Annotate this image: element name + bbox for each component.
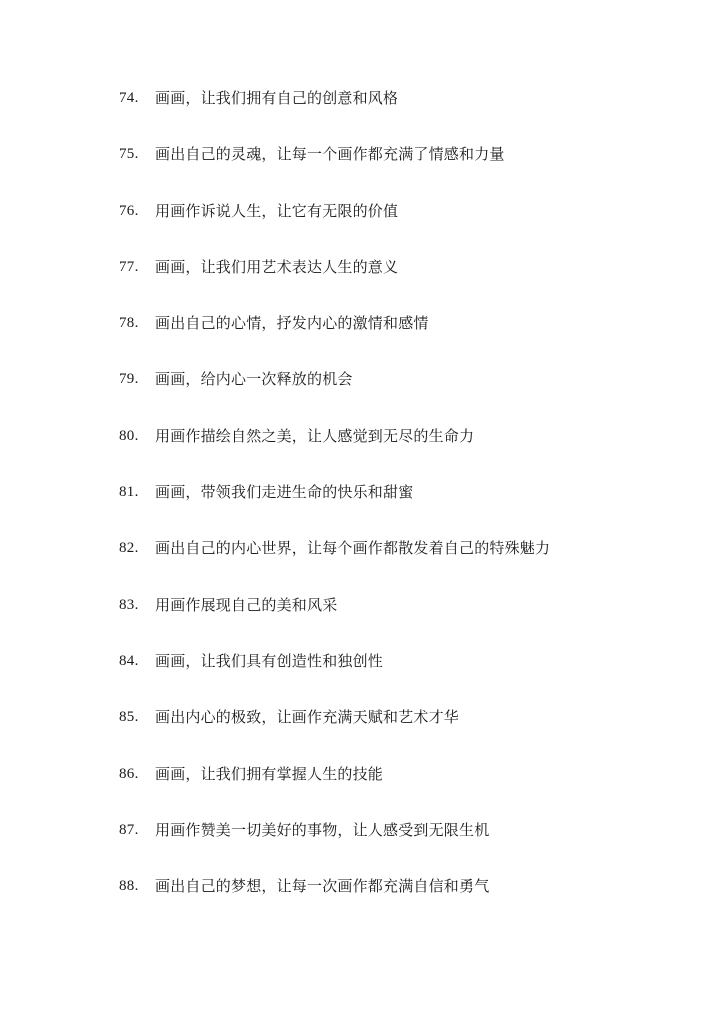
- list-item: [119, 819, 550, 875]
- item-number: 80.: [119, 427, 139, 444]
- item-text: 画画，让我们拥有掌握人生的技能: [155, 764, 384, 783]
- numbered-list: [119, 87, 550, 931]
- item-text: 画出自己的梦想，让每一次画作都充满自信和勇气: [155, 877, 490, 896]
- list-item: [119, 594, 550, 650]
- item-number: 76.: [119, 202, 139, 219]
- item-number: 87.: [119, 821, 139, 838]
- item-number: 83.: [119, 596, 139, 613]
- item-text: 用画作展现自己的美和风采: [155, 595, 338, 614]
- list-item: [119, 650, 550, 706]
- item-number: 78.: [119, 315, 139, 332]
- item-text: 用画作赞美一切美好的事物，让人感受到无限生机: [155, 820, 490, 839]
- list-item: [119, 368, 550, 424]
- item-number: 86.: [119, 765, 139, 782]
- item-text: 画画，让我们用艺术表达人生的意义: [155, 257, 399, 276]
- list-item: [119, 481, 550, 537]
- item-text: 画出自己的心情，抒发内心的激情和感情: [155, 314, 429, 333]
- list-item: [119, 537, 550, 593]
- list-item: [119, 875, 550, 931]
- item-text: 画出自己的内心世界，让每个画作都散发着自己的特殊魅力: [155, 539, 551, 558]
- item-number: 82.: [119, 540, 139, 557]
- item-text: 用画作描绘自然之美，让人感觉到无尽的生命力: [155, 426, 475, 445]
- item-text: 画出内心的极致，让画作充满天赋和艺术才华: [155, 708, 460, 727]
- item-number: 77.: [119, 258, 139, 275]
- list-item: [119, 87, 550, 143]
- item-text: 画画，让我们具有创造性和独创性: [155, 651, 384, 670]
- list-item: [119, 200, 550, 256]
- list-item: [119, 425, 550, 481]
- list-item: [119, 256, 550, 312]
- item-text: 画画，带领我们走进生命的快乐和甜蜜: [155, 483, 414, 502]
- item-number: 79.: [119, 371, 139, 388]
- item-text: 画画，让我们拥有自己的创意和风格: [155, 89, 399, 107]
- item-number: 85.: [119, 709, 139, 726]
- item-number: 75.: [119, 146, 139, 163]
- item-number: 88.: [119, 878, 139, 895]
- item-number: 81.: [119, 484, 139, 501]
- item-number: 74.: [119, 90, 139, 106]
- list-item: [119, 763, 550, 819]
- item-text: 画画，给内心一次释放的机会: [155, 370, 353, 389]
- item-number: 84.: [119, 652, 139, 669]
- item-text: 用画作诉说人生，让它有无限的价值: [155, 201, 399, 220]
- item-text: 画出自己的灵魂，让每一个画作都充满了情感和力量: [155, 145, 505, 164]
- list-item: [119, 312, 550, 368]
- list-item: [119, 706, 550, 762]
- list-item: [119, 143, 550, 199]
